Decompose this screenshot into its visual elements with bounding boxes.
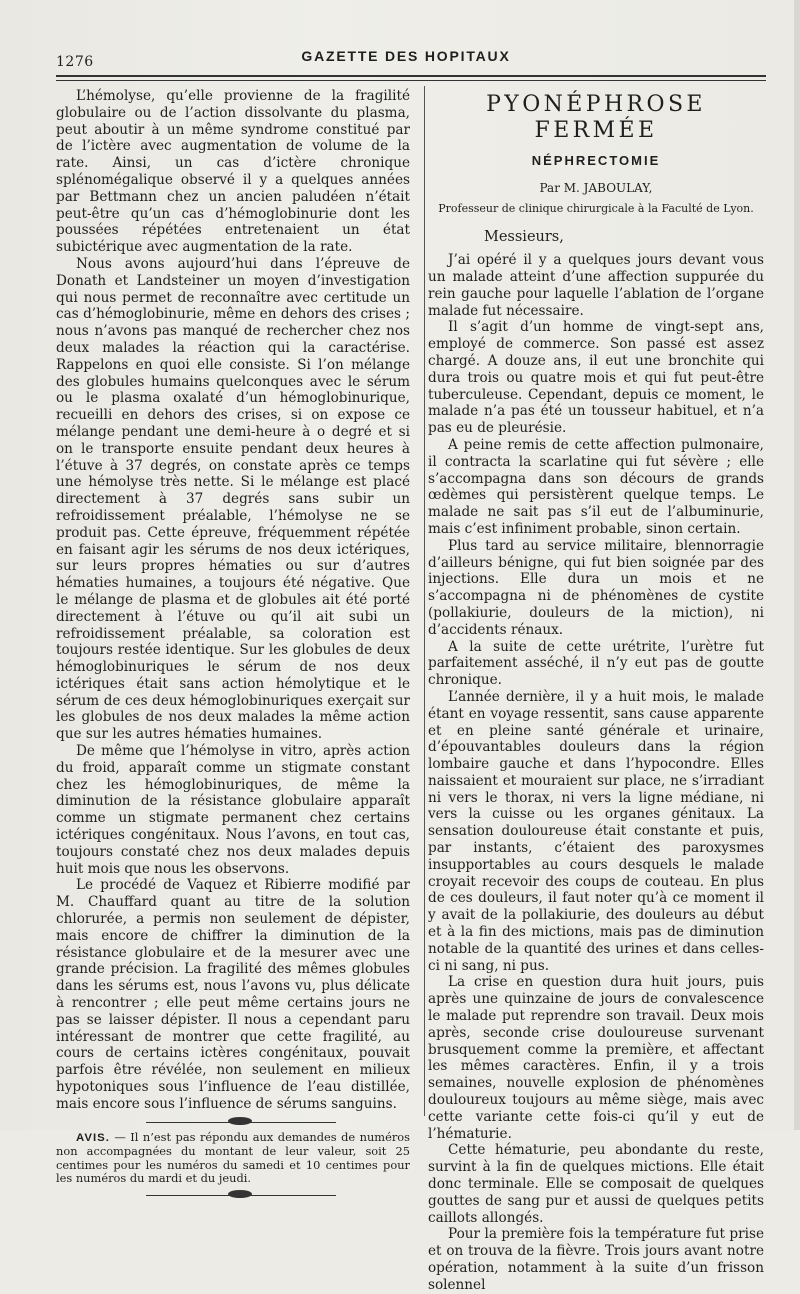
right-column <box>428 92 764 1294</box>
body-paragraph: La crise en question dura huit jours, puis après une quinzaine de jours de convalescence le malade put reprendre son travail. Deux mois après, seconde crise douloureuse survenant brusquement comme la première, et affectant les mêmes caractères. Enfin, il y a trois semaines, nouvelle explosion de phénomènes douloureux toujours au même siège, mais avec cette variante cette fois-ci qu’il y eut de l’hématurie. <box>428 974 764 1142</box>
body-paragraph: L’hémolyse, qu’elle provienne de la fragilité globulaire ou de l’action dissolvante du plasma, peut aboutir à un même syndrome constitué par de l’ictère avec augmentation de volume de la rate. Ainsi, un cas d’ictère chronique splénomégalique observé il y a quelques années par Bettmann chez un ancien paludéen n’était peut-être qu’un cas d’hémoglobinurie dont les poussées répétées entretenaient un état subictérique avec augmentation de la rate. <box>56 88 410 256</box>
notice <box>56 1131 410 1186</box>
notice-text: — Il n’est pas répondu aux demandes de numéros non accompagnées du montant de leur valeur, soit 25 centimes pour les numéros du samedi et 10 centimes pour les numéros du mardi et du jeudi. <box>56 1129 410 1186</box>
article-subtitle: NÉPHRECTOMIE <box>531 153 661 168</box>
salutation: Messieurs, <box>484 229 564 246</box>
ornament-divider <box>56 1115 410 1129</box>
body-paragraph: Il s’agit d’un homme de vingt-sept ans, employé de commerce. Son passé est assez chargé. A douze ans, il eut une bronchite qui dura trois ou quatre mois et qui fut peut-être tuberculeuse. Cependant, depuis ce moment, le malade n’a pas été un tousseur habituel, et n’a pas eu de pleurésie. <box>428 319 764 437</box>
running-title: GAZETTE DES HOPITAUX <box>301 48 511 64</box>
article-author: Par M. JABOULAY, <box>539 180 653 195</box>
header-rule <box>56 75 766 77</box>
body-paragraph: Le procédé de Vaquez et Ribierre modifié par M. Chauffard quant au titre de la solution chlorurée, a permis non seulement de dépister, mais encore de chiffrer la diminution de la résistance globulaire et de la mesurer avec une grande précision. La fragilité des mêmes globules dans les sérums est, nous l’avons vu, plus délicate à rencontrer ; elle peut même certains jours ne pas se laisser dépister. Il nous a cependant paru intéressant de montrer que cette fragilité, au cours de certains ictères congénitaux, pouvait parfois être révélée, non seulement en milieux hypotoniques sous l’influence de l’eau distillée, mais encore sous l’influence de sérums sanguins. <box>56 877 410 1112</box>
author-affiliation: Professeur de clinique chirurgicale à la Faculté de Lyon. <box>438 201 754 215</box>
body-paragraph: A peine remis de cette affection pulmonaire, il contracta la scarlatine qui fut sévère ; elle s’accompagna dans son décours de grands œdèmes qui persistèrent quelque temps. Le malade ne sait pas s’il eut de l’albuminurie, mais c’est infiniment probable, sinon certain. <box>428 436 764 537</box>
body-paragraph: Plus tard au service militaire, blennorragie d’ailleurs bénigne, qui fut bien soignée par des injections. Elle dura un mois et ne s’accompagna ni de phénomènes de cystite (pollakiurie, douleurs de la miction), ni d’accidents rénaux. <box>428 537 764 638</box>
body-paragraph: Cette hématurie, peu abondante du reste, survint à la fin de quelques mictions. Elle était donc terminale. Elle se composait de quelques gouttes de sang pur et aussi de quelques petits caillots allongés. <box>428 1142 764 1226</box>
body-paragraph: De même que l’hémolyse in vitro, après action du froid, apparaît comme un stigmate constant chez les hémoglobinuriques, de même la diminution de la résistance globulaire apparaît comme un stigmate permanent chez certains ictériques congénitaux. Nous l’avons, en tout cas, toujours constaté chez nos deux malades depuis huit mois que nous les observons. <box>56 743 410 877</box>
body-paragraph: L’année dernière, il y a huit mois, le malade étant en voyage ressentit, sans cause apparente et en pleine santé générale et urinaire, d’épouvantables douleurs dans la région lombaire gauche et dans l’hypocondre. Elles naissaient et mouraient sur place, ne s’irradiant ni vers le thorax, ni vers la ligne médiane, ni vers la cuisse ou les organes génitaux. La sensation douloureuse était constante et puis, par instants, c’étaient des paroxysmes insupportables au cours desquels le malade croyait recevoir des coups de couteau. En plus de ces douleurs, il faut noter qu’à ce moment il y avait de la pollakiurie, des douleurs au début et à la fin des mictions, mais pas de diminution notable de la quantité des urines et dans celles-ci ni sang, ni pus. <box>428 688 764 974</box>
page-number: 1276 <box>56 54 94 70</box>
body-paragraph: Nous avons aujourd’hui dans l’épreuve de Donath et Landsteiner un moyen d’investigation qui nous permet de reconnaître avec certitude un cas d’hémoglobinurie, même en dehors des crises ; nous n’avons pas manqué de rechercher chez nos deux malades la réaction qui la caractérise. Rappelons en quoi elle consiste. Si l’on mélange des globules humains quelconques avec le sérum ou le plasma oxalaté d’un hémoglobinurique, recueilli en dehors des crises, si on expose ce mélange pendant une demi-heure à o degré et si on le transporte ensuite pendant deux heures à l’étuve à 37 degrés, on constate après ce temps une hémolyse très nette. Si le mélange est placé directement à 37 degrés sans subir un refroidissement préalable, l’hémolyse ne se produit pas. Cette épreuve, fréquemment répétée en faisant agir les sérums de nos deux ictériques, sur leurs propres hématies ou sur d’autres hématies humaines, a toujours été négative. Que le mélange de plasma et de globules ait été porté directement à l’étuve ou qu’il ait subi un refroidissement préalable, sa coloration est toujours restée identique. Sur les globules de deux hémoglobinuriques le sérum de nos deux ictériques était sans action hémolytique et le sérum de ces deux hémoglobinuriques exerçait sur les globules de nos deux malades la même action que sur les autres hématies humaines. <box>56 255 410 743</box>
body-paragraph: Pour la première fois la température fut prise et on trouva de la fièvre. Trois jours avant notre opération, notamment à la suite d’un frisson solennel <box>428 1226 764 1293</box>
body-paragraph: J’ai opéré il y a quelques jours devant vous un malade atteint d’une affection suppurée du rein gauche pour laquelle l’ablation de l’organe malade fut nécessaire. <box>428 252 764 319</box>
column-divider <box>424 86 425 1116</box>
ornament-divider <box>56 1188 410 1202</box>
page-header <box>56 46 756 70</box>
header-rule-thin <box>56 80 766 81</box>
article-title: PYONÉPHROSE FERMÉE <box>486 92 706 143</box>
left-column <box>56 88 410 1204</box>
body-paragraph: A la suite de cette urétrite, l’urètre fut parfaitement asséché, il n’y eut pas de goutte chronique. <box>428 638 764 689</box>
page-edge <box>794 0 800 1130</box>
notice-label: AVIS. <box>76 1131 110 1144</box>
